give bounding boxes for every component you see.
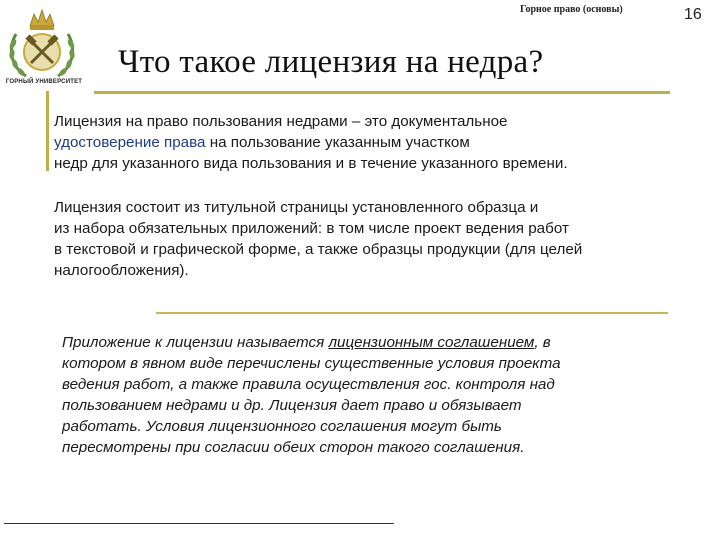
- text-line: пользованием недрами и др. Лицензия дает право и обязывает: [62, 397, 522, 414]
- footer-rule: [4, 523, 394, 524]
- university-crest-logo: [4, 4, 80, 90]
- page-title: Что такое лицензия на недра?: [118, 44, 544, 80]
- course-header: Горное право (основы): [520, 4, 623, 15]
- text-line: Лицензия состоит из титульной страницы установленного образца и: [54, 199, 539, 216]
- logo-caption: ГОРНЫЙ УНИВЕРСИТЕТ: [5, 79, 83, 85]
- link-udostoverenie-prava[interactable]: удостоверение права: [54, 134, 206, 151]
- section-divider: [156, 312, 668, 314]
- text-line: пересмотрены при согласии обеих сторон такого соглашения.: [62, 439, 525, 456]
- crossed-hammers-icon: [24, 34, 60, 70]
- text-line: [54, 132, 714, 153]
- page-number: 16: [684, 6, 702, 23]
- text-fragment: , в: [534, 334, 551, 351]
- text-line: ведения работ, а также правила осуществления гос. контроля над: [62, 376, 555, 393]
- text-line: котором в явном виде перечислены существенные условия проекта: [62, 355, 561, 372]
- text-line: из набора обязательных приложений: в том числе проект ведения работ: [54, 220, 569, 237]
- text-line: недр для указанного вида пользования и в течение указанного времени.: [54, 155, 568, 172]
- title-underline-rule: [94, 91, 670, 94]
- text-fragment: Приложение к лицензии называется: [62, 334, 329, 351]
- text-line: в текстовой и графической форме, а также образцы продукции (для целей: [54, 241, 583, 258]
- license-agreement-paragraph: [62, 332, 692, 458]
- structure-paragraph: [54, 197, 714, 281]
- crown-icon: [30, 10, 54, 30]
- text-line: работать. Условия лицензионного соглашения могут быть: [62, 418, 502, 435]
- underlined-term: лицензионным соглашением: [328, 334, 535, 351]
- left-accent-rule: [46, 91, 49, 171]
- text-line: налогообложения).: [54, 262, 189, 279]
- text-line: [62, 332, 692, 353]
- text-fragment: на пользование указанным участком: [205, 134, 470, 151]
- definition-paragraph: [54, 111, 714, 174]
- text-line: Лицензия на право пользования недрами – это документальное: [54, 113, 508, 130]
